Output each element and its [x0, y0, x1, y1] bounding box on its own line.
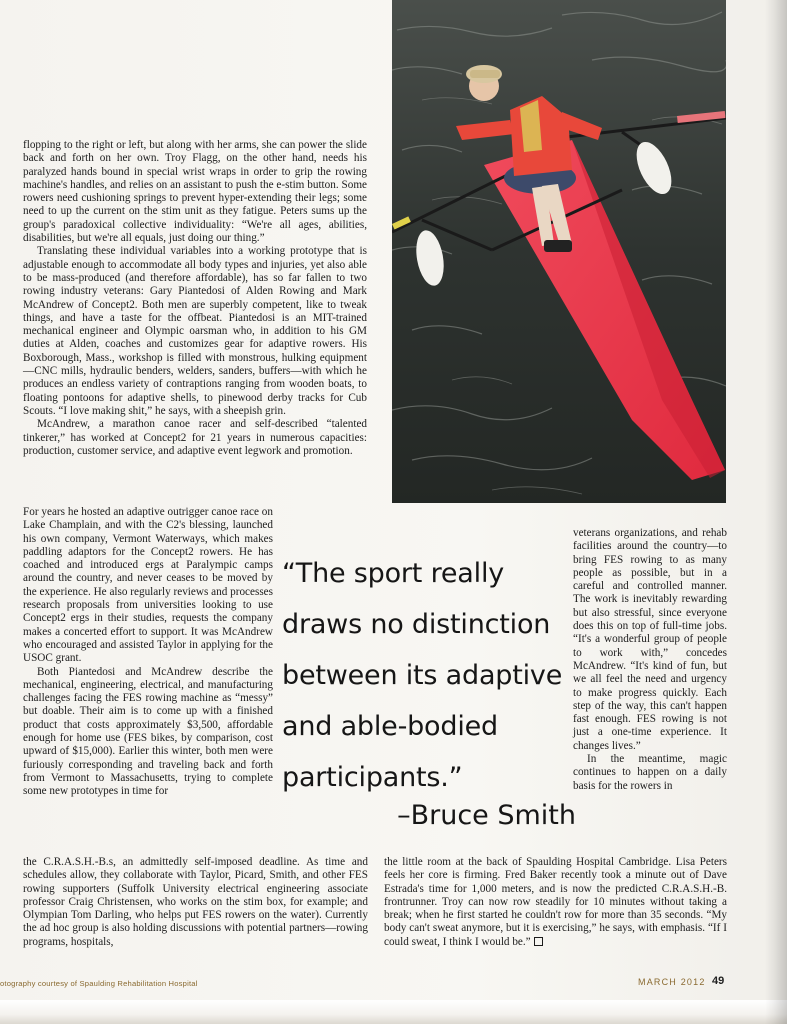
- end-of-article-square-icon: [534, 937, 543, 946]
- article-column-top-left: [23, 139, 367, 458]
- body-paragraph: McAndrew, a marathon canoe racer and self-described “talented tinkerer,” has worked at Concept2 for 21 years in numerous capacities: production, customer service, and adaptive event legwork and promotion.: [23, 418, 367, 457]
- article-column-left-narrow: [23, 506, 273, 799]
- body-paragraph: Translating these individual variables into a working prototype that is adjustable enough to accommodate all body types and injuries, yet also able to be mass-produced (and therefore affordable), has so far fallen to two rowing industry veterans: Gary Piantedosi of Alden Rowing and Mark McAndrew of Concept2. Both men are superbly competent, like to tweak things, and have a taste for the offbeat. Piantedosi is an MIT-trained mechanical engineer and Olympic oarsman who, in addition to his GM duties at Alden, coaches and customizes gear for adaptive rowers. His Boxborough, Mass., workshop is filled with monstrous, hulking equipment—CNC mills, hydraulic benders, welders, sanders, buffers—with which he produces an endless variety of contraptions ranging from wooden boats, to floating pontoons for adaptive shells, to pinewood derby tracks for Cub Scouts. “I love making shit,” he says, with a sheepish grin.: [23, 245, 367, 417]
- article-column-bottom-right: [384, 856, 727, 949]
- body-paragraph: [384, 856, 727, 949]
- binding-shadow: [765, 0, 787, 1024]
- rowing-photo: [392, 0, 726, 503]
- body-paragraph: veterans organizations, and rehab facilities around the country—to bring FES rowing to as many people as possible, but in a careful and controlled manner. The work is inevitably rewarding but also stressful, since everyone does this on top of full-time jobs. “It's a wonderful group of people to work with,” concedes McAndrew. “It's kind of fun, but we all feel the need and urgency to make progress quickly. Each step of the way, this can't happen fast enough. FES rowing is not just a one-time experience. It changes lives.”: [573, 527, 727, 752]
- article-column-bottom-left: [23, 856, 368, 949]
- pull-quote: “The sport really draws no distinction between its adaptive and able-bodied participants.”: [282, 558, 563, 793]
- body-paragraph: For years he hosted an adaptive outrigger canoe race on Lake Champlain, and with the C2's blessing, launched his own company, Vermont Waterways, which makes paddling adaptors for the Concept2 rowers. He has coached and introduced ergs at Paralympic camps around the country, and never ceases to be moved by the experience. He also regularly reviews and processes research proposals from universities looking to use Concept2 ergs in their studies, requests the company makes a concerted effort to support. It was McAndrew who encouraged and assisted Taylor in applying for the USOC grant.: [23, 506, 273, 665]
- photo-illustration: [392, 0, 726, 503]
- body-paragraph: the C.R.A.S.H.-B.s, an admittedly self-imposed deadline. As time and schedules allow, they collaborate with Taylor, Picard, Smith, and other FES rowing supporters (Suffolk University electrical engineering associate professor Craig Christensen, who works on the stim box, for example; and Olympian Tom Darling, who helps put FES rowers on the water). Currently the ad hoc group is also holding discussions with potential partners—rowing programs, hospitals,: [23, 856, 368, 948]
- issue-date: MARCH 2012: [638, 977, 706, 987]
- article-column-right-narrow: [573, 527, 727, 793]
- body-paragraph: Both Piantedosi and McAndrew describe the mechanical, engineering, electrical, and manufacturing challenges facing the FES rowing machine as “messy” but doable. Their aim is to come up with a finished product that costs approximately $3,500, affordable enough for home use (FES bikes, by comparison, cost upward of $15,000). Earlier this winter, both men were furiously corresponding and traveling back and forth from Vermont to Massachusetts, trying to complete some new prototypes in time for: [23, 665, 273, 798]
- body-paragraph: flopping to the right or left, but along with her arms, she can power the slide back and forth on her own. Troy Flagg, on the other hand, needs his paralyzed hands bound in special wrist wraps in order to grip the rowing machine's handles, and relies on an assistant to push the e-stim button. Some rowers need cushioning springs to prevent hyper-extending their legs; some need to up the current on the stim unit as they fatigue. Peters sums up the group's paradoxical collective individuality: “We're all ages, abilities, disabilities, but we're all equals, just doing our thing.”: [23, 139, 367, 245]
- page-bottom-edge: [0, 1000, 787, 1024]
- body-paragraph: In the meantime, magic continues to happen on a daily basis for the rowers in: [573, 753, 727, 792]
- photo-credit: otography courtesy of Spaulding Rehabilitation Hospital: [0, 979, 198, 988]
- page-number: 49: [712, 975, 725, 987]
- closing-paragraph-text: the little room at the back of Spaulding Hospital Cambridge. Lisa Peters feels her core is firming. Fred Baker recently took a minute out of Dave Estrada's time for 1,000 meters, and is now the predicted C.R.A.S.H.-B. frontrunner. Troy can now row steadily for 10 minutes without taking a break; when he first started he couldn't row for more than 35 seconds. “My body can't sweat anymore, but it is exercising,” he says, with emphasis. “If I could sweat, I think I would be.”: [384, 856, 727, 948]
- pull-quote-attribution: –Bruce Smith: [397, 800, 576, 831]
